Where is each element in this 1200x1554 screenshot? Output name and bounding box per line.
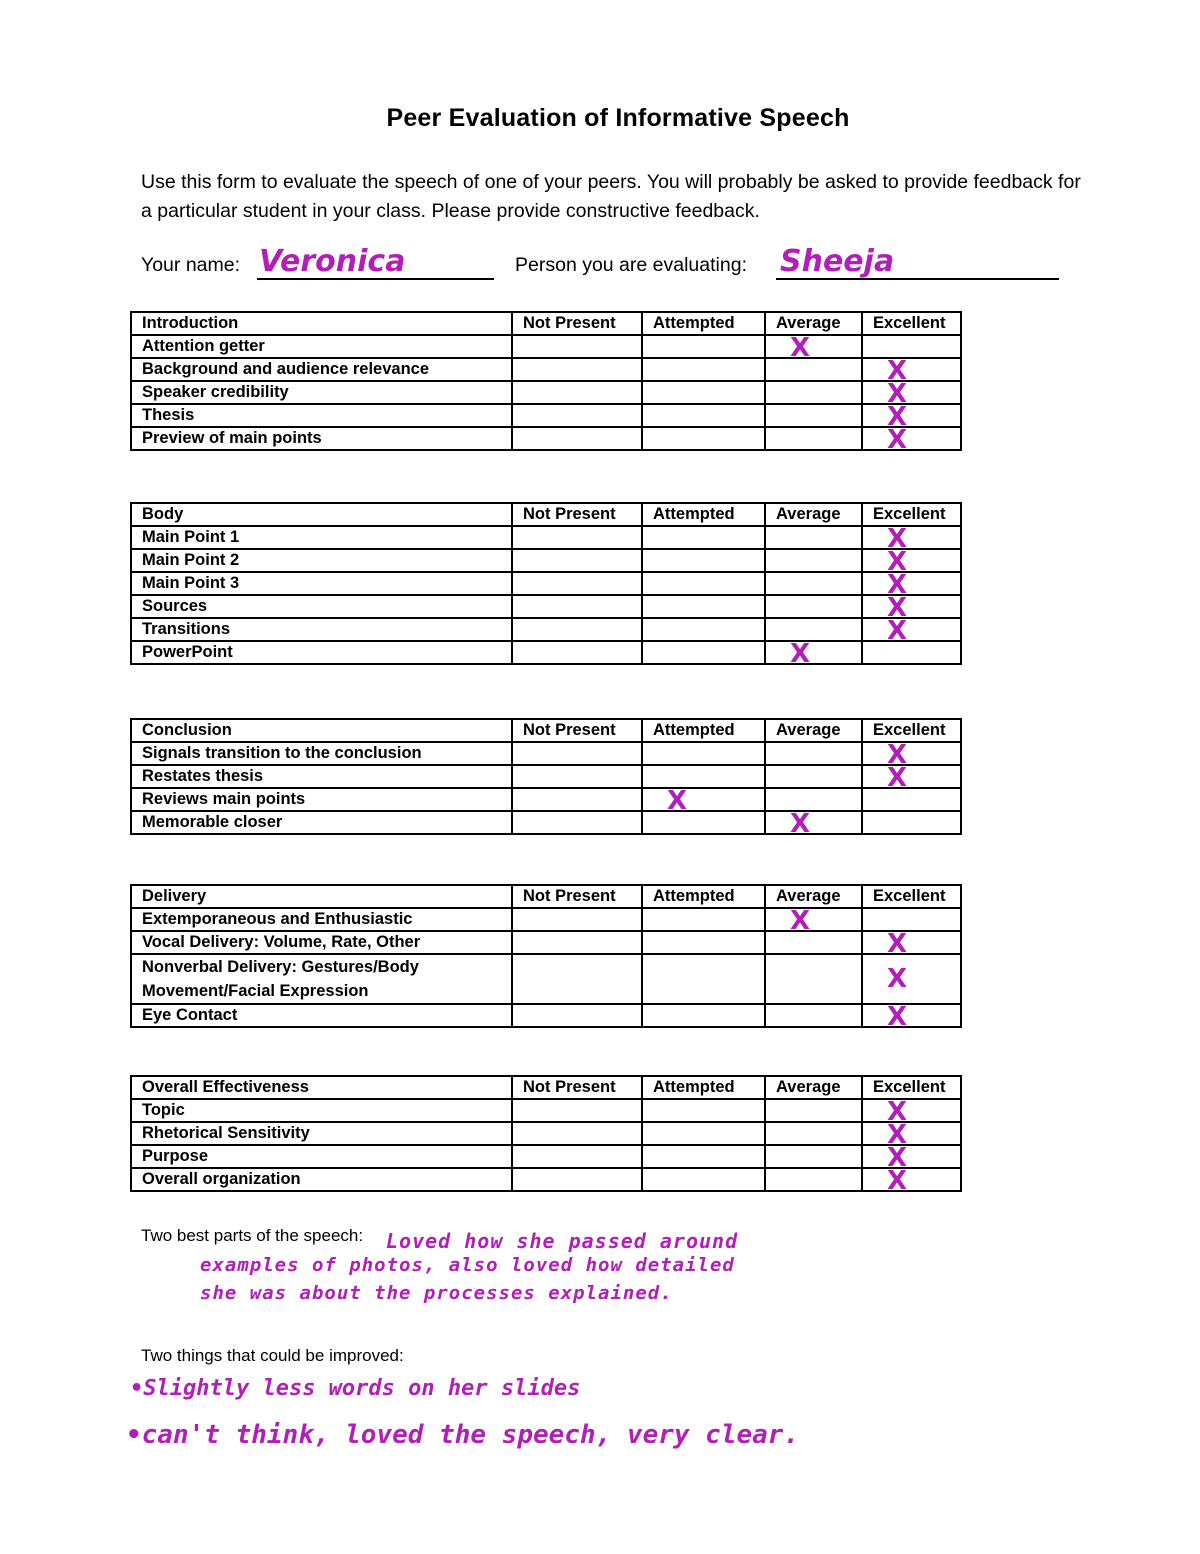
check-mark-icon: X [887, 356, 908, 386]
rating-cell-average[interactable] [765, 765, 862, 788]
rating-cell-excellent[interactable] [862, 929, 961, 959]
criterion-label: Vocal Delivery: Volume, Rate, Other [131, 931, 512, 954]
criterion-label: Main Point 3 [131, 572, 512, 595]
rating-cell-average[interactable] [765, 618, 862, 641]
rating-cell-excellent[interactable] [862, 763, 961, 793]
rating-cell-attempted[interactable] [642, 954, 765, 1004]
rubric-table-body [130, 502, 962, 669]
criterion-label: Purpose [131, 1145, 512, 1168]
rating-cell-excellent[interactable] [862, 1143, 961, 1173]
rating-cell-attempted[interactable] [642, 381, 765, 404]
criterion-label: Preview of main points [131, 427, 512, 450]
rating-cell-attempted[interactable] [642, 427, 765, 450]
rating-cell-excellent[interactable] [862, 1002, 961, 1032]
table-row [131, 358, 961, 381]
rating-cell-attempted[interactable] [642, 526, 765, 549]
criterion-label: Nonverbal Delivery: Gestures/Body Movement/Facial Expression [131, 954, 512, 1004]
rating-cell-excellent[interactable] [862, 547, 961, 577]
rating-cell-not-present[interactable] [512, 641, 642, 664]
rating-cell-not-present[interactable] [512, 954, 642, 1004]
table-header-row [131, 885, 961, 908]
rating-cell-attempted[interactable] [642, 358, 765, 381]
table-row [131, 1122, 961, 1145]
column-header: Average [765, 719, 862, 742]
rating-cell-average[interactable] [765, 381, 862, 404]
improvements-label: Two things that could be improved: [141, 1346, 404, 1365]
rating-cell-average[interactable] [765, 906, 862, 936]
table-header-row [131, 719, 961, 742]
table-row [131, 1099, 961, 1122]
rating-cell-attempted[interactable] [642, 1099, 765, 1122]
rating-cell-attempted[interactable] [642, 908, 765, 931]
instructions: Use this form to evaluate the speech of one of your peers. You will probably be asked to provide feedback for a particular student in your class. Please provide constructive feedback. [141, 171, 1081, 222]
rating-cell-not-present[interactable] [512, 811, 642, 834]
column-header: Attempted [642, 1076, 765, 1099]
rating-cell-not-present[interactable] [512, 931, 642, 954]
improvement-item-1[interactable]: •Slightly less words on her slides [130, 1376, 581, 1401]
rating-cell-not-present[interactable] [512, 404, 642, 427]
table-row [131, 618, 961, 641]
rating-cell-excellent[interactable] [862, 616, 961, 646]
rating-cell-average[interactable] [765, 1004, 862, 1027]
rubric-table-introduction [130, 311, 962, 455]
column-header: Excellent [862, 503, 961, 526]
criterion-label: Thesis [131, 404, 512, 427]
table-row [131, 788, 961, 811]
rating-cell-not-present[interactable] [512, 618, 642, 641]
best-parts-line-1[interactable]: Loved how she passed around [386, 1229, 739, 1253]
column-header: Average [765, 503, 862, 526]
improvement-item-2-text: can't think, loved the speech, very clear. [141, 1420, 800, 1450]
check-mark-icon: X [887, 929, 908, 959]
rating-cell-average[interactable] [765, 788, 862, 811]
table-row [131, 1004, 961, 1027]
column-header: Not Present [512, 312, 642, 335]
table-row [131, 1145, 961, 1168]
table-row [131, 765, 961, 788]
rating-cell-attempted[interactable] [642, 335, 765, 358]
rating-cell-average[interactable] [765, 1099, 862, 1122]
section-heading: Overall Effectiveness [131, 1076, 512, 1099]
rubric-table-overall-effectiveness [130, 1075, 962, 1196]
rating-cell-excellent[interactable] [862, 1166, 961, 1196]
section-heading: Delivery [131, 885, 512, 908]
rating-cell-excellent[interactable] [862, 570, 961, 600]
table-row [131, 811, 961, 834]
criterion-label: Background and audience relevance [131, 358, 512, 381]
rating-cell-not-present[interactable] [512, 595, 642, 618]
column-header: Excellent [862, 1076, 961, 1099]
check-mark-icon: X [887, 1166, 908, 1196]
rating-cell-excellent[interactable] [862, 1097, 961, 1127]
column-header: Excellent [862, 312, 961, 335]
rating-cell-not-present[interactable] [512, 908, 642, 931]
check-mark-icon: X [887, 1120, 908, 1150]
rating-cell-excellent[interactable] [862, 641, 961, 664]
column-header: Attempted [642, 719, 765, 742]
your-name-label: Your name: [141, 254, 241, 276]
criterion-label: Reviews main points [131, 788, 512, 811]
rating-cell-not-present[interactable] [512, 1168, 642, 1191]
best-parts-line-3[interactable]: she was about the processes explained. [200, 1282, 673, 1304]
criterion-label: PowerPoint [131, 641, 512, 664]
rating-cell-average[interactable] [765, 954, 862, 1004]
check-mark-icon: X [887, 593, 908, 623]
table-row [131, 595, 961, 618]
rating-cell-attempted[interactable] [642, 742, 765, 765]
column-header: Not Present [512, 503, 642, 526]
rating-cell-excellent[interactable] [862, 954, 961, 1004]
check-mark-icon: X [887, 379, 908, 409]
criterion-label: Transitions [131, 618, 512, 641]
check-mark-icon: X [790, 639, 811, 669]
rubric-table-delivery [130, 884, 962, 1032]
table-row [131, 931, 961, 954]
check-mark-icon: X [790, 333, 811, 363]
rating-cell-average[interactable] [765, 526, 862, 549]
rating-cell-average[interactable] [765, 931, 862, 954]
check-mark-icon: X [887, 425, 908, 455]
rating-cell-average[interactable] [765, 549, 862, 572]
rating-cell-not-present[interactable] [512, 1122, 642, 1145]
check-mark-icon: X [887, 964, 908, 994]
column-header: Not Present [512, 1076, 642, 1099]
rating-cell-average[interactable] [765, 427, 862, 450]
rating-cell-attempted[interactable] [642, 404, 765, 427]
table-row [131, 641, 961, 664]
form-title: Peer Evaluation of Informative Speech [386, 104, 850, 132]
criterion-label: Main Point 2 [131, 549, 512, 572]
table-row [131, 908, 961, 931]
rating-cell-average[interactable] [765, 358, 862, 381]
table-header-row [131, 312, 961, 335]
rating-cell-excellent[interactable] [862, 908, 961, 931]
table-row [131, 954, 961, 1004]
rating-cell-not-present[interactable] [512, 572, 642, 595]
table-header-row [131, 1076, 961, 1099]
rating-cell-average[interactable] [765, 1122, 862, 1145]
rating-cell-attempted[interactable] [642, 811, 765, 834]
check-mark-icon: X [887, 547, 908, 577]
table-row [131, 404, 961, 427]
rating-cell-not-present[interactable] [512, 1145, 642, 1168]
criterion-label: Sources [131, 595, 512, 618]
check-mark-icon: X [887, 1143, 908, 1173]
rating-cell-not-present[interactable] [512, 381, 642, 404]
rating-cell-excellent[interactable] [862, 811, 961, 834]
column-header: Attempted [642, 503, 765, 526]
column-header: Average [765, 885, 862, 908]
table-row [131, 335, 961, 358]
criterion-label: Memorable closer [131, 811, 512, 834]
rating-cell-attempted[interactable] [642, 1145, 765, 1168]
check-mark-icon: X [667, 786, 688, 816]
check-mark-icon: X [887, 763, 908, 793]
section-heading: Conclusion [131, 719, 512, 742]
criterion-label: Signals transition to the conclusion [131, 742, 512, 765]
column-header: Not Present [512, 719, 642, 742]
rubric-table-conclusion [130, 718, 962, 839]
column-header: Average [765, 1076, 862, 1099]
check-mark-icon: X [887, 740, 908, 770]
rating-cell-average[interactable] [765, 572, 862, 595]
rating-cell-average[interactable] [765, 1145, 862, 1168]
criterion-label: Rhetorical Sensitivity [131, 1122, 512, 1145]
evaluating-label: Person you are evaluating: [515, 254, 747, 276]
check-mark-icon: X [887, 1097, 908, 1127]
rating-cell-attempted[interactable] [642, 641, 765, 664]
check-mark-icon: X [790, 906, 811, 936]
criterion-label: Extemporaneous and Enthusiastic [131, 908, 512, 931]
check-mark-icon: X [790, 809, 811, 839]
rating-cell-attempted[interactable] [642, 786, 765, 816]
improvement-item-1-text: Slightly less words on her slides [143, 1376, 581, 1401]
rating-cell-average[interactable] [765, 1168, 862, 1191]
column-header: Attempted [642, 885, 765, 908]
rating-cell-not-present[interactable] [512, 549, 642, 572]
rating-cell-average[interactable] [765, 809, 862, 839]
rating-cell-attempted[interactable] [642, 549, 765, 572]
rating-cell-not-present[interactable] [512, 427, 642, 450]
rating-cell-not-present[interactable] [512, 765, 642, 788]
rating-cell-average[interactable] [765, 333, 862, 363]
check-mark-icon: X [887, 570, 908, 600]
check-mark-icon: X [887, 1002, 908, 1032]
table-header-row [131, 503, 961, 526]
rating-cell-attempted[interactable] [642, 765, 765, 788]
criterion-label: Main Point 1 [131, 526, 512, 549]
check-mark-icon: X [887, 616, 908, 646]
rating-cell-not-present[interactable] [512, 1004, 642, 1027]
column-header: Attempted [642, 312, 765, 335]
table-row [131, 572, 961, 595]
rating-cell-not-present[interactable] [512, 788, 642, 811]
your-name-value[interactable]: Veronica [259, 244, 406, 279]
rating-cell-average[interactable] [765, 742, 862, 765]
table-row [131, 742, 961, 765]
column-header: Not Present [512, 885, 642, 908]
rating-cell-attempted[interactable] [642, 572, 765, 595]
rating-cell-attempted[interactable] [642, 1168, 765, 1191]
rating-cell-not-present[interactable] [512, 335, 642, 358]
table-row [131, 1168, 961, 1191]
rating-cell-excellent[interactable] [862, 524, 961, 554]
rating-cell-not-present[interactable] [512, 1099, 642, 1122]
rating-cell-attempted[interactable] [642, 1122, 765, 1145]
section-heading: Introduction [131, 312, 512, 335]
rating-cell-average[interactable] [765, 404, 862, 427]
rating-cell-excellent[interactable] [862, 379, 961, 409]
column-header: Average [765, 312, 862, 335]
criterion-label: Speaker credibility [131, 381, 512, 404]
rating-cell-not-present[interactable] [512, 742, 642, 765]
rating-cell-excellent[interactable] [862, 740, 961, 770]
rating-cell-excellent[interactable] [862, 402, 961, 432]
rating-cell-excellent[interactable] [862, 593, 961, 623]
rating-cell-attempted[interactable] [642, 595, 765, 618]
table-row [131, 381, 961, 404]
best-parts-label: Two best parts of the speech: [141, 1226, 364, 1245]
criterion-label: Restates thesis [131, 765, 512, 788]
rating-cell-average[interactable] [765, 639, 862, 669]
criterion-label: Eye Contact [131, 1004, 512, 1027]
best-parts-line-2[interactable]: examples of photos, also loved how detailed [200, 1254, 735, 1276]
rating-cell-excellent[interactable] [862, 335, 961, 358]
section-heading: Body [131, 503, 512, 526]
column-header: Excellent [862, 885, 961, 908]
table-row [131, 427, 961, 450]
rating-cell-not-present[interactable] [512, 526, 642, 549]
rating-cell-excellent[interactable] [862, 1120, 961, 1150]
rating-cell-attempted[interactable] [642, 931, 765, 954]
column-header: Excellent [862, 719, 961, 742]
rating-cell-excellent[interactable] [862, 425, 961, 455]
criterion-label: Topic [131, 1099, 512, 1122]
table-row [131, 526, 961, 549]
criterion-label: Attention getter [131, 335, 512, 358]
rating-cell-excellent[interactable] [862, 788, 961, 811]
rating-cell-not-present[interactable] [512, 358, 642, 381]
check-mark-icon: X [887, 402, 908, 432]
rating-cell-attempted[interactable] [642, 1004, 765, 1027]
rating-cell-attempted[interactable] [642, 618, 765, 641]
rating-cell-excellent[interactable] [862, 356, 961, 386]
criterion-label: Overall organization [131, 1168, 512, 1191]
improvement-item-2[interactable]: •can't think, loved the speech, very clear. [126, 1420, 800, 1450]
table-row [131, 549, 961, 572]
check-mark-icon: X [887, 524, 908, 554]
evaluating-value[interactable]: Sheeja [780, 244, 895, 279]
rating-cell-average[interactable] [765, 595, 862, 618]
